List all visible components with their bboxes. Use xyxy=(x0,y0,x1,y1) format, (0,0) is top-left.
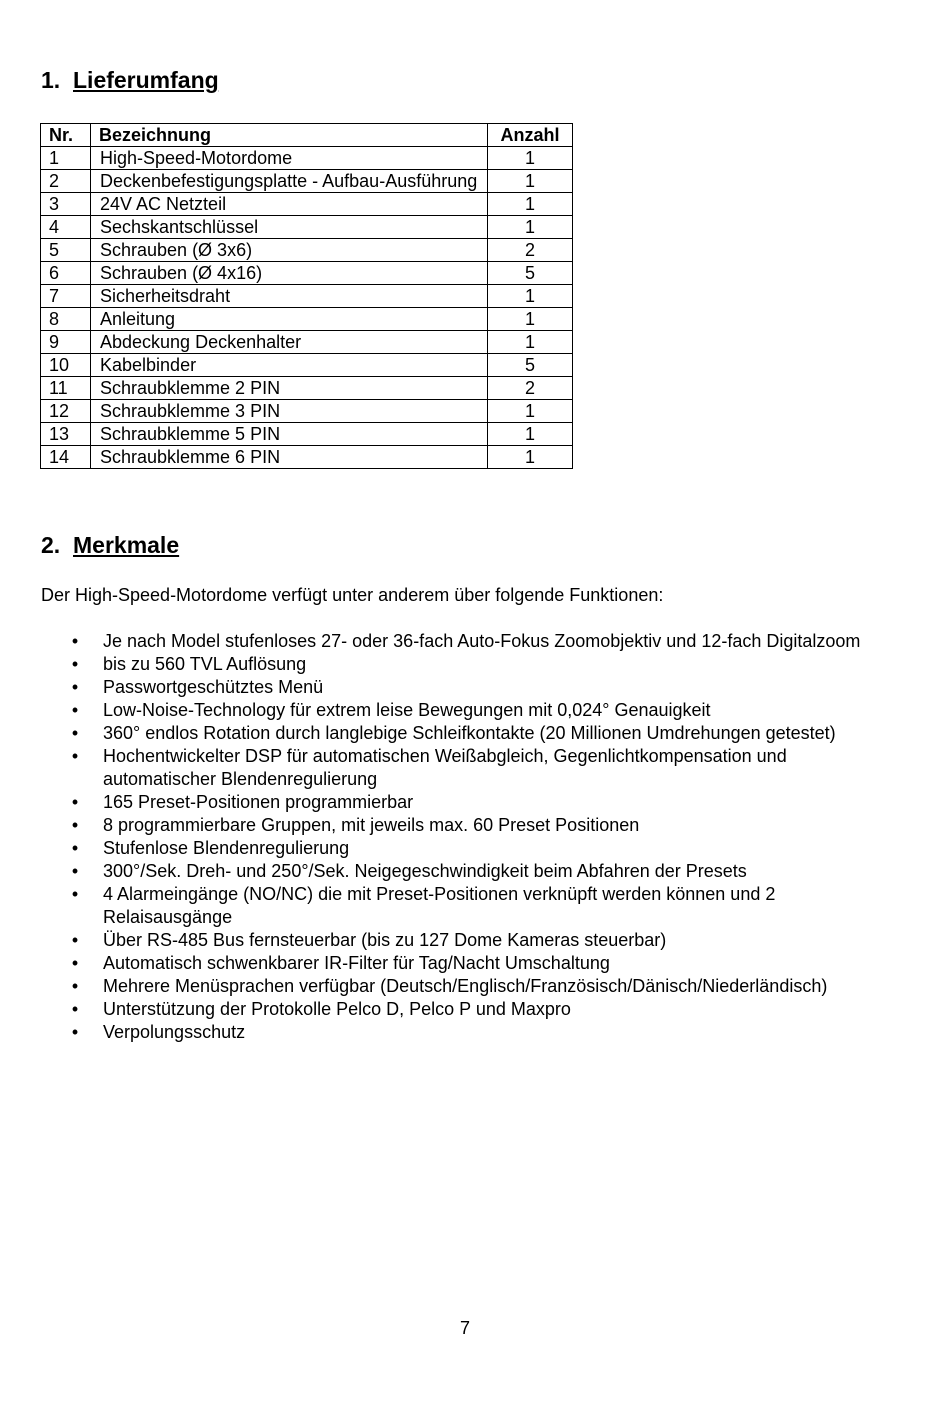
section-title: Lieferumfang xyxy=(73,67,219,93)
cell-anzahl: 1 xyxy=(488,423,573,446)
features-intro: Der High-Speed-Motordome verfügt unter anderem über folgende Funktionen: xyxy=(41,585,664,605)
table-row xyxy=(41,377,573,400)
bullet-icon: • xyxy=(71,838,79,858)
feature-list-item xyxy=(41,676,901,699)
cell-anzahl: 1 xyxy=(488,147,573,170)
table-row xyxy=(41,400,573,423)
cell-bezeichnung: Sechskantschlüssel xyxy=(91,216,488,239)
feature-text: Automatisch schwenkbarer IR-Filter für Tag/Nacht Umschaltung xyxy=(103,953,610,973)
cell-anzahl: 2 xyxy=(488,239,573,262)
cell-bezeichnung: Deckenbefestigungsplatte - Aufbau-Ausführung xyxy=(91,170,488,193)
feature-text: 360° endlos Rotation durch langlebige Schleifkontakte (20 Millionen Umdrehungen getestet) xyxy=(103,723,836,743)
column-header-anzahl: Anzahl xyxy=(488,124,573,147)
bullet-icon: • xyxy=(71,884,79,904)
table-header-row xyxy=(41,124,573,147)
feature-text: Mehrere Menüsprachen verfügbar (Deutsch/Englisch/Französisch/Dänisch/Niederländisch) xyxy=(103,976,828,996)
feature-list-item xyxy=(41,653,901,676)
feature-text: Passwortgeschütztes Menü xyxy=(103,677,324,697)
table-row xyxy=(41,170,573,193)
feature-list-item xyxy=(41,837,901,860)
column-header-nr: Nr. xyxy=(41,124,91,147)
feature-text: Stufenlose Blendenregulierung xyxy=(103,838,350,858)
cell-bezeichnung: Kabelbinder xyxy=(91,354,488,377)
cell-nr: 7 xyxy=(41,285,91,308)
table-row xyxy=(41,285,573,308)
table-row xyxy=(41,262,573,285)
cell-nr: 10 xyxy=(41,354,91,377)
features-list xyxy=(41,630,901,1044)
bullet-icon: • xyxy=(71,1022,79,1042)
bullet-icon: • xyxy=(71,746,79,766)
cell-nr: 9 xyxy=(41,331,91,354)
bullet-icon: • xyxy=(71,930,79,950)
cell-nr: 6 xyxy=(41,262,91,285)
cell-anzahl: 5 xyxy=(488,354,573,377)
table-row xyxy=(41,216,573,239)
cell-nr: 2 xyxy=(41,170,91,193)
feature-list-item xyxy=(41,814,901,837)
feature-list-item xyxy=(41,722,901,745)
feature-list-item xyxy=(41,975,901,998)
table-row xyxy=(41,446,573,469)
section-number: 1. xyxy=(41,67,61,93)
cell-anzahl: 1 xyxy=(488,400,573,423)
feature-list-item xyxy=(41,699,901,722)
bullet-icon: • xyxy=(71,815,79,835)
feature-text: Verpolungsschutz xyxy=(103,1022,246,1042)
section-heading-merkmale xyxy=(41,532,179,559)
column-header-bezeichnung: Bezeichnung xyxy=(91,124,488,147)
cell-anzahl: 1 xyxy=(488,308,573,331)
cell-nr: 4 xyxy=(41,216,91,239)
feature-list-item xyxy=(41,860,901,883)
cell-nr: 14 xyxy=(41,446,91,469)
cell-anzahl: 1 xyxy=(488,193,573,216)
cell-bezeichnung: Schraubklemme 5 PIN xyxy=(91,423,488,446)
table-row xyxy=(41,331,573,354)
cell-nr: 8 xyxy=(41,308,91,331)
bullet-icon: • xyxy=(71,677,79,697)
feature-list-item xyxy=(41,745,901,791)
cell-bezeichnung: Schraubklemme 3 PIN xyxy=(91,400,488,423)
feature-text: Je nach Model stufenloses 27- oder 36-fach Auto-Fokus Zoomobjektiv und 12-fach Digitalzoom xyxy=(103,631,861,651)
cell-bezeichnung: Abdeckung Deckenhalter xyxy=(91,331,488,354)
table-row xyxy=(41,354,573,377)
section-heading-lieferumfang xyxy=(41,67,219,94)
cell-nr: 3 xyxy=(41,193,91,216)
bullet-icon: • xyxy=(71,631,79,651)
cell-nr: 12 xyxy=(41,400,91,423)
feature-list-item xyxy=(41,1021,901,1044)
cell-anzahl: 1 xyxy=(488,446,573,469)
bullet-icon: • xyxy=(71,976,79,996)
cell-nr: 13 xyxy=(41,423,91,446)
bullet-icon: • xyxy=(71,700,79,720)
feature-text: 300°/Sek. Dreh- und 250°/Sek. Neigegeschwindigkeit beim Abfahren der Presets xyxy=(103,861,747,881)
table-row xyxy=(41,147,573,170)
bullet-icon: • xyxy=(71,723,79,743)
cell-anzahl: 1 xyxy=(488,285,573,308)
cell-bezeichnung: Schrauben (Ø 3x6) xyxy=(91,239,488,262)
table-row xyxy=(41,423,573,446)
cell-nr: 1 xyxy=(41,147,91,170)
cell-anzahl: 1 xyxy=(488,216,573,239)
page-number: 7 xyxy=(459,1318,470,1338)
feature-list-item xyxy=(41,883,901,929)
cell-nr: 11 xyxy=(41,377,91,400)
feature-text: Über RS-485 Bus fernsteuerbar (bis zu 127 Dome Kameras steuerbar) xyxy=(103,930,667,950)
section-number: 2. xyxy=(41,532,61,558)
cell-bezeichnung: High-Speed-Motordome xyxy=(91,147,488,170)
cell-bezeichnung: Anleitung xyxy=(91,308,488,331)
feature-text: Hochentwickelter DSP für automatischen Weißabgleich, Gegenlichtkompensation und automatischer Blendenregulierung xyxy=(103,746,787,789)
feature-list-item xyxy=(41,791,901,814)
bullet-icon: • xyxy=(71,999,79,1019)
cell-anzahl: 1 xyxy=(488,331,573,354)
delivery-contents-table xyxy=(40,123,573,469)
feature-list-item xyxy=(41,952,901,975)
feature-list-item xyxy=(41,929,901,952)
bullet-icon: • xyxy=(71,792,79,812)
bullet-icon: • xyxy=(71,861,79,881)
cell-bezeichnung: Schraubklemme 6 PIN xyxy=(91,446,488,469)
cell-bezeichnung: Sicherheitsdraht xyxy=(91,285,488,308)
table-row xyxy=(41,239,573,262)
cell-anzahl: 2 xyxy=(488,377,573,400)
cell-bezeichnung: 24V AC Netzteil xyxy=(91,193,488,216)
feature-list-item xyxy=(41,630,901,653)
bullet-icon: • xyxy=(71,654,79,674)
feature-text: bis zu 560 TVL Auflösung xyxy=(103,654,307,674)
feature-text: 8 programmierbare Gruppen, mit jeweils max. 60 Preset Positionen xyxy=(103,815,640,835)
bullet-icon: • xyxy=(71,953,79,973)
cell-bezeichnung: Schraubklemme 2 PIN xyxy=(91,377,488,400)
cell-anzahl: 1 xyxy=(488,170,573,193)
section-title: Merkmale xyxy=(73,532,180,558)
cell-anzahl: 5 xyxy=(488,262,573,285)
feature-list-item xyxy=(41,998,901,1021)
cell-nr: 5 xyxy=(41,239,91,262)
cell-bezeichnung: Schrauben (Ø 4x16) xyxy=(91,262,488,285)
table-row xyxy=(41,193,573,216)
table-body xyxy=(41,147,573,469)
table-row xyxy=(41,308,573,331)
feature-text: Unterstützung der Protokolle Pelco D, Pelco P und Maxpro xyxy=(103,999,571,1019)
feature-text: 4 Alarmeingänge (NO/NC) die mit Preset-Positionen verknüpft werden können und 2 Relaisausgänge xyxy=(103,884,776,927)
feature-text: 165 Preset-Positionen programmierbar xyxy=(103,792,414,812)
feature-text: Low-Noise-Technology für extrem leise Bewegungen mit 0,024° Genauigkeit xyxy=(103,700,711,720)
